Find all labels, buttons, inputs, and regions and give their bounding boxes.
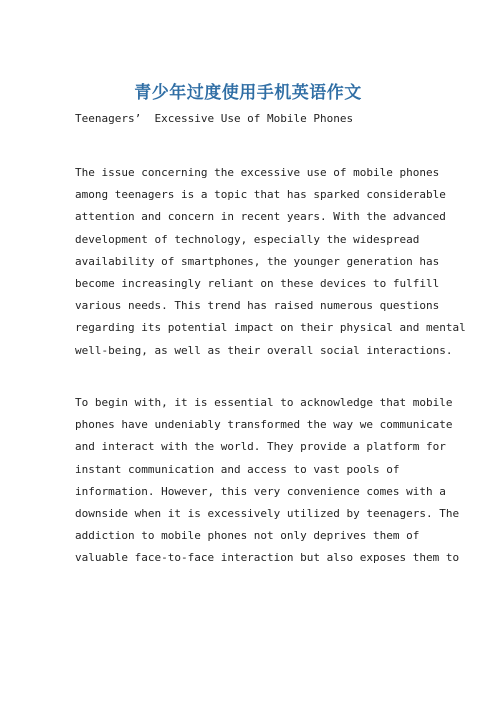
text-line: various needs. This trend has raised numerous questions <box>75 299 440 313</box>
text-line: downside when it is excessively utilized by teenagers. The <box>75 506 460 520</box>
text-line: To begin with, it is essential to acknowledge that mobile <box>75 396 453 409</box>
text-line: information. However, this very convenience comes with a <box>75 484 446 498</box>
text-line: become increasingly reliant on these devices to fulfill <box>75 276 440 290</box>
text-line: The issue concerning the excessive use of mobile phones <box>75 166 440 179</box>
paragraph-1 <box>75 162 466 362</box>
text-line: regarding its potential impact on their physical and mental <box>75 321 466 335</box>
document-title: 青少年过度使用手机英语作文 <box>134 83 362 103</box>
text-line: phones have undeniably transformed the way we communicate <box>75 418 453 432</box>
text-line: valuable face-to-face interaction but also exposes them to <box>75 551 460 565</box>
text-line: addiction to mobile phones not only deprives them of <box>75 529 420 543</box>
text-line: and interact with the world. They provide a platform for <box>75 440 446 454</box>
text-line: well-being, as well as their overall social interactions. <box>75 343 453 357</box>
text-line: among teenagers is a topic that has sparked considerable <box>75 188 446 202</box>
essay-subtitle: Teenagers’ Excessive Use of Mobile Phones <box>75 112 354 125</box>
text-line: development of technology, especially the widespread <box>75 232 420 246</box>
paragraph-2 <box>75 392 460 570</box>
text-line: attention and concern in recent years. With the advanced <box>75 210 446 224</box>
text-line: availability of smartphones, the younger generation has <box>75 254 440 268</box>
text-line: instant communication and access to vast pools of <box>75 462 400 476</box>
